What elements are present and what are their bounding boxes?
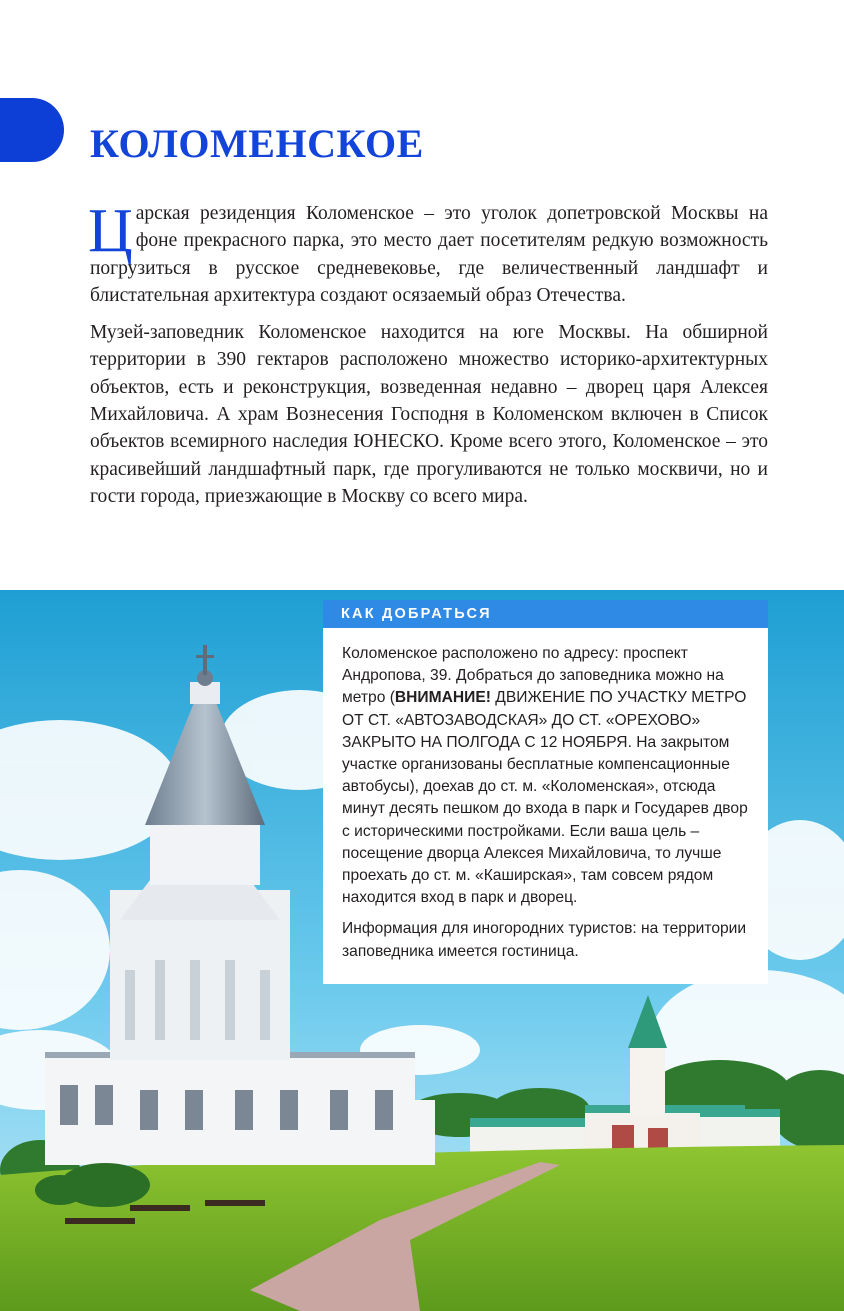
- directions-text: Коломенское расположено по адресу: проспект Андропова, 39. Добраться до заповедника можно на метро (: [342, 645, 724, 707]
- page-title: КОЛОМЕНСКОЕ: [90, 121, 424, 166]
- infobox-header: КАК ДОБРАТЬСЯ: [323, 600, 768, 628]
- drop-cap: Ц: [88, 197, 133, 265]
- hotel-info-paragraph: Информация для иногородних туристов: на территории заповедника имеется гостиница.: [342, 920, 747, 960]
- directions-text-rest: ДВИЖЕНИЕ ПО УЧАСТКУ МЕТРО ОТ СТ. «АВТОЗАВОДСКАЯ» ДО СТ. «ОРЕХОВО» ЗАКРЫТО НА ПОЛГОДА С 12 НОЯБРЯ. На закрытом участке организованы бесплатные компенсационные автобусы), доехав до ст. м. «Коломенская», отсюда минут десять пешком до входа в парк и Государев двор с историческими постройками. Если ваша цель – посещение дворца Алексея Михайловича, то лучше проехать до ст. м. «Каширская», там совсем рядом находится вход в парк и дворец.: [342, 689, 748, 907]
- chapter-tab-marker: [0, 98, 64, 162]
- body-paragraph: Музей-заповедник Коломенское находится на юге Москвы. На обширной территории в 390 гектаров расположено множество историко-архитектурных объектов, есть и реконструкция, возведенная недавно – дворец царя Алексея Михайловича. А храм Вознесения Господня в Коломенском включен в Список объектов всемирного наследия ЮНЕСКО. Кроме всего этого, Коломенское – это красивейший ландшафтный парк, где прогуливаются не только москвичи, но и гости города, приезжающие в Москву со всего мира.: [90, 322, 768, 507]
- warning-label: ВНИМАНИЕ!: [394, 689, 491, 707]
- intro-paragraph: [88, 197, 768, 309]
- how-to-get-box: [323, 600, 768, 984]
- article-body: [88, 197, 768, 520]
- intro-text: арская резиденция Коломенское – это уголок допетровской Москвы на фоне прекрасного парка, это место дает посетителям редкую возможность погрузиться в русское средневековье, где величественный ландшафт и блистательная архитектура создают осязаемый образ Отечества.: [90, 203, 768, 306]
- directions-paragraph: [342, 643, 756, 909]
- infobox-body: [323, 628, 768, 963]
